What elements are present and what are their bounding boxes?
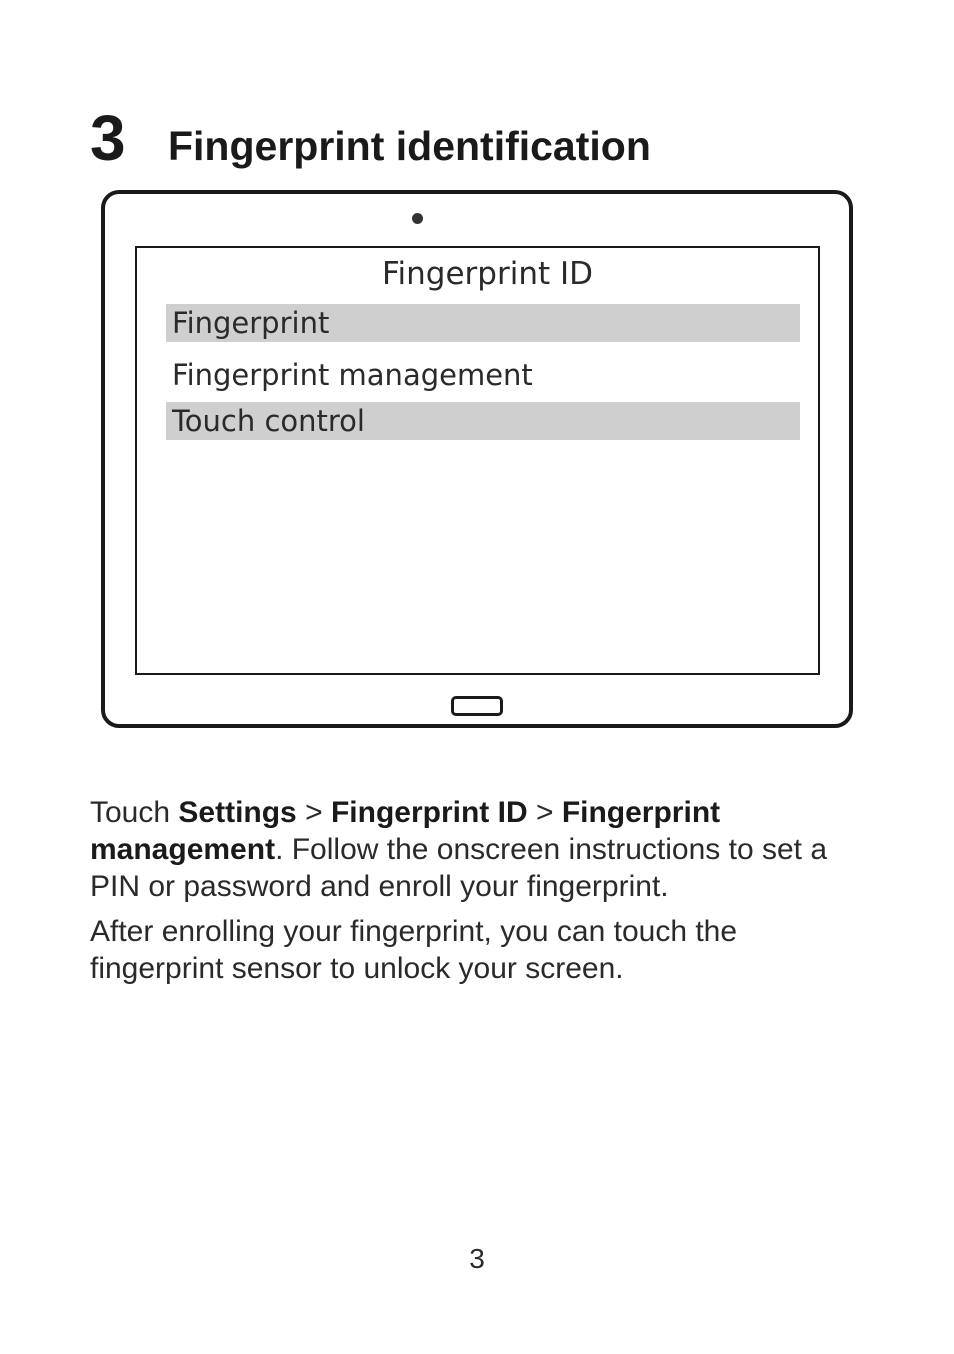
section-title: Fingerprint identification	[168, 123, 651, 169]
instruction-separator: >	[527, 796, 562, 829]
menu-item-fingerprint[interactable]: Fingerprint	[166, 304, 800, 342]
instruction-text: Touch	[90, 796, 179, 829]
instruction-paragraph-2: After enrolling your fingerprint, you can touch the fingerprint sensor to unlock your screen.	[90, 915, 738, 985]
menu-item-touch-control[interactable]: Touch control	[166, 402, 800, 440]
screen-title: Fingerprint ID	[381, 256, 594, 292]
page-number: 3	[469, 1243, 485, 1274]
section-number: 3	[90, 102, 126, 174]
instruction-text: . Follow the onscreen instructions to set a PIN or password and enroll your fingerprint.	[90, 833, 828, 903]
instruction-fingerprint-id: Fingerprint ID	[330, 796, 528, 829]
camera-icon	[412, 213, 423, 224]
instruction-settings: Settings	[178, 796, 297, 829]
home-button-icon	[451, 696, 503, 716]
instruction-fingerprint-management: Fingerprint management	[90, 796, 721, 866]
menu-item-fingerprint-management[interactable]: Fingerprint management	[172, 358, 533, 392]
instruction-separator: >	[296, 796, 331, 829]
instruction-paragraph-1	[90, 794, 850, 905]
